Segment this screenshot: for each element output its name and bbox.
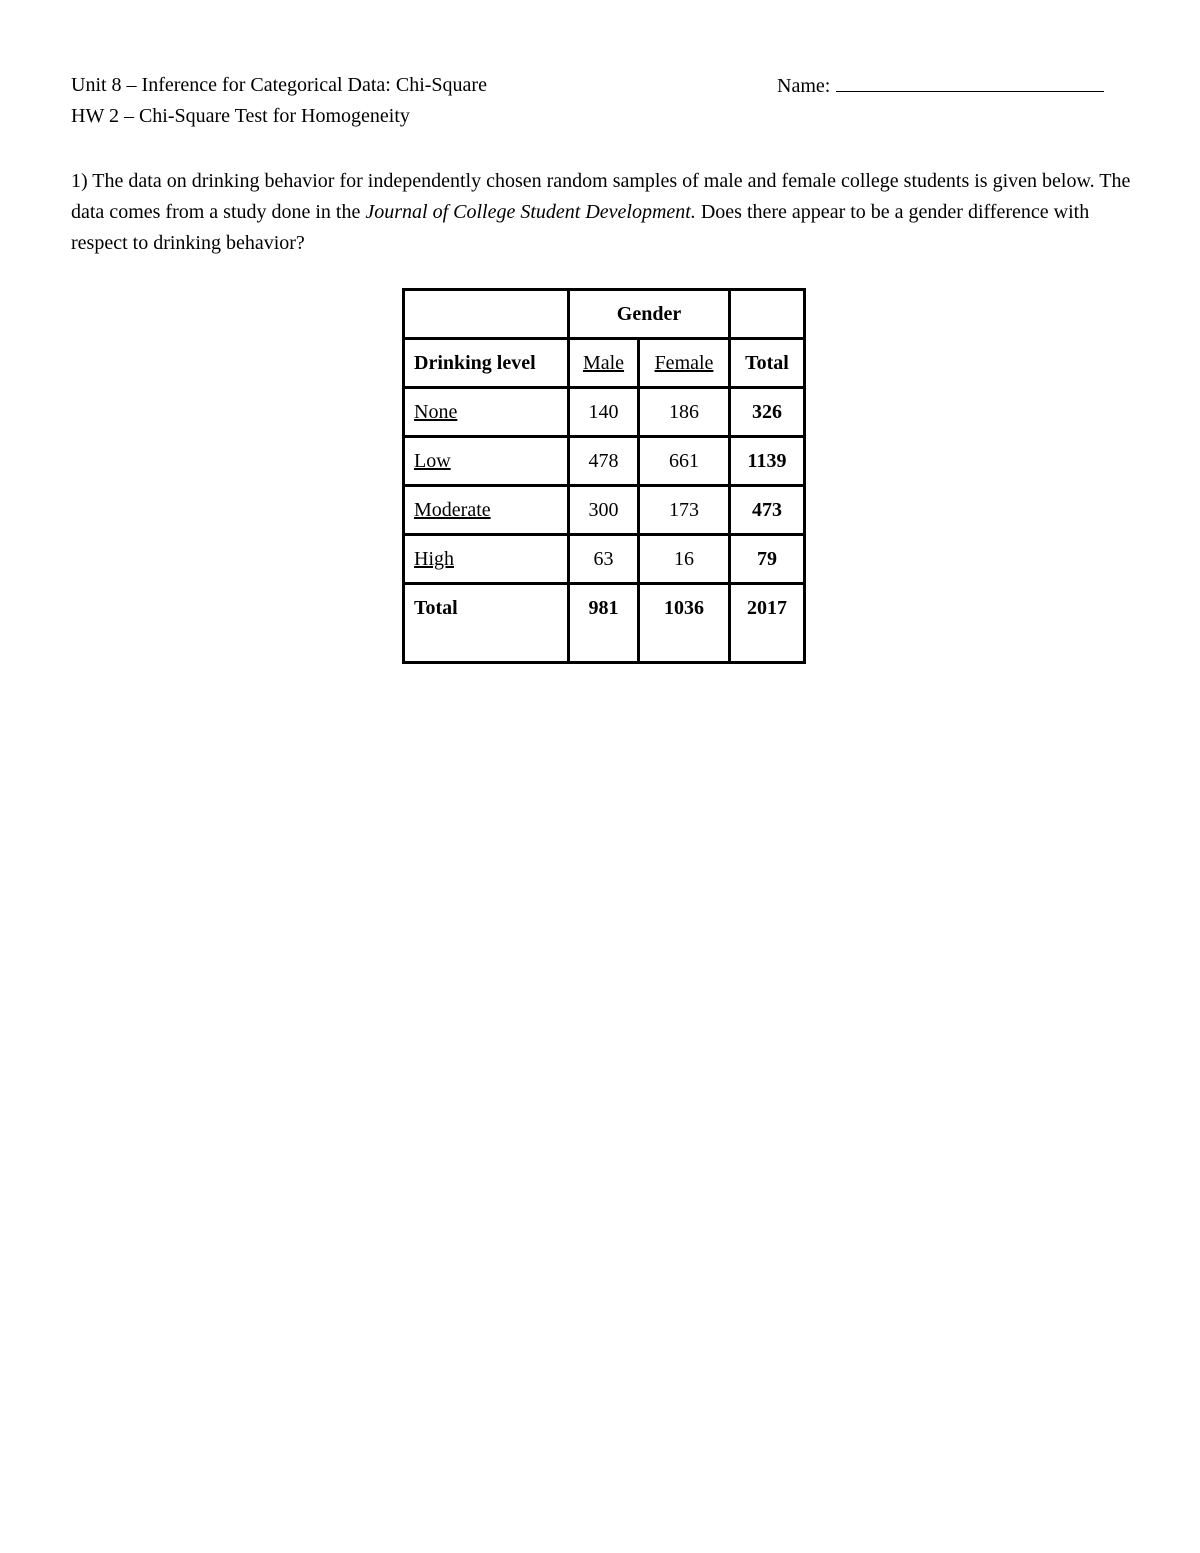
row-label: None: [404, 388, 569, 437]
gender-header: Gender: [569, 290, 730, 339]
total-cell: 1139: [730, 437, 805, 486]
total-cell: 79: [730, 535, 805, 584]
empty-corner-cell: [404, 290, 569, 339]
question-1: [71, 166, 1141, 259]
male-cell: 140: [569, 388, 639, 437]
female-header: Female: [639, 339, 730, 388]
name-label: Name:: [777, 75, 831, 97]
journal-name: Journal of College Student Development.: [365, 201, 696, 223]
drinking-level-header: Drinking level: [404, 339, 569, 388]
name-blank-line[interactable]: [836, 73, 1104, 92]
male-total-cell: 981: [569, 584, 639, 663]
male-cell: 63: [569, 535, 639, 584]
name-field: [777, 73, 1104, 98]
row-label: High: [404, 535, 569, 584]
grand-total-cell: 2017: [730, 584, 805, 663]
table-column-header-row: [404, 339, 805, 388]
row-label: Moderate: [404, 486, 569, 535]
total-header: Total: [730, 339, 805, 388]
table-row: [404, 486, 805, 535]
drinking-gender-table: [402, 288, 806, 664]
question-text-part-2: Does there appear to be a gender difference with respect to drinking behavior?: [71, 201, 1090, 254]
total-cell: 473: [730, 486, 805, 535]
male-cell: 478: [569, 437, 639, 486]
table-row: [404, 388, 805, 437]
question-text: [71, 166, 1141, 259]
unit-title: Unit 8 – Inference for Categorical Data: Chi-Square: [71, 74, 487, 96]
female-cell: 186: [639, 388, 730, 437]
table-group-header-row: [404, 290, 805, 339]
empty-total-header-cell: [730, 290, 805, 339]
table-row: [404, 535, 805, 584]
female-cell: 173: [639, 486, 730, 535]
female-total-cell: 1036: [639, 584, 730, 663]
total-row-label: Total: [404, 584, 569, 663]
female-cell: 661: [639, 437, 730, 486]
question-text-part-1: 1) The data on drinking behavior for independently chosen random samples of male and female college students is given below. The data comes from a study done in the: [71, 170, 1131, 223]
male-header: Male: [569, 339, 639, 388]
total-cell: 326: [730, 388, 805, 437]
table-total-row: [404, 584, 805, 663]
table-row: [404, 437, 805, 486]
row-label: Low: [404, 437, 569, 486]
female-cell: 16: [639, 535, 730, 584]
homework-title: HW 2 – Chi-Square Test for Homogeneity: [71, 105, 410, 127]
male-cell: 300: [569, 486, 639, 535]
